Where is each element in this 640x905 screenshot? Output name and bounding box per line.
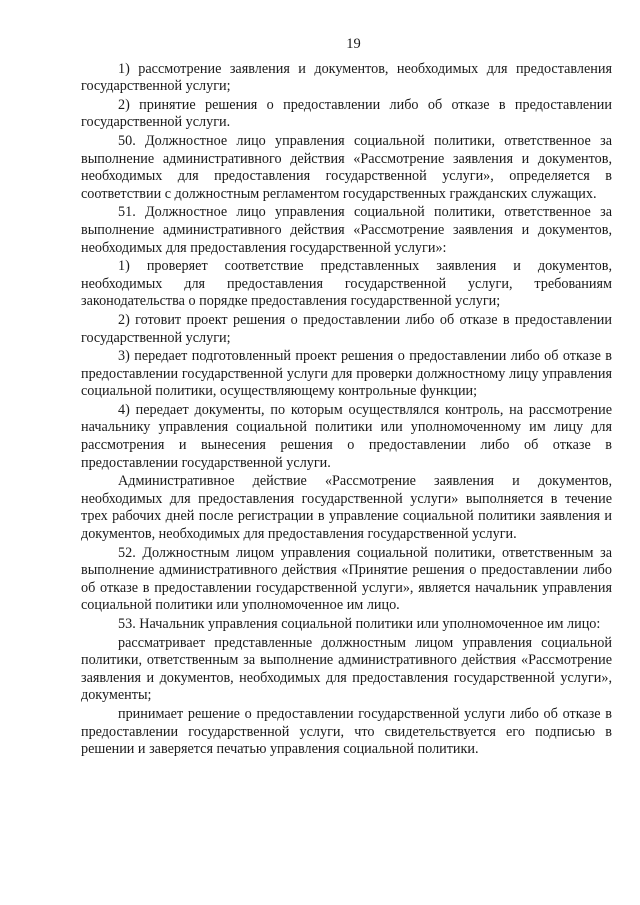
paragraph-51-item-3: 3) передает подготовленный проект решения о предоставлении либо об отказе в предоставлении государственной услуги для проверки должностному лицу управления социальной политики, осуществляющему контрольные функции; (81, 348, 612, 400)
paragraph-clause-52: 52. Должностным лицом управления социальной политики, ответственным за выполнение административного действия «Принятие решения о предоставлении либо об отказе в предоставлении государственной услуги», является начальник управления социальной политики или уполномоченное им лицо. (81, 544, 612, 614)
paragraph-action-duration: Административное действие «Рассмотрение заявления и документов, необходимых для предоставления государственной услуги» выполняется в течение трех рабочих дней после регистрации в управление социальной политики заявления и документов, необходимых для предоставления государственной услуги. (81, 473, 612, 543)
paragraph-53-decides: принимает решение о предоставлении государственной услуги либо об отказе в предоставлении государственной услуги, что свидетельствуется его подписью в решении и заверяется печатью управления социальной политики. (81, 705, 612, 758)
paragraph-clause-50: 50. Должностное лицо управления социальной политики, ответственное за выполнение административного действия «Рассмотрение заявления и документов, необходимых для предоставления государственной услуги», определяется в соответствии с должностным регламентом государственных гражданских служащих. (81, 132, 612, 202)
paragraph-51-item-4: 4) передает документы, по которым осуществлялся контроль, на рассмотрение начальнику управления социальной политики или уполномоченному им лицу для рассмотрения и вынесения решения о предоставлении либо об отказе в предоставлении государственной услуги. (81, 401, 612, 471)
paragraph-51-item-1: 1) проверяет соответствие представленных заявления и документов, необходимых для предоставления государственной услуги, требованиям законодательства о порядке предоставления государственной услуги; (81, 258, 612, 310)
paragraph-item-2: 2) принятие решения о предоставлении либо об отказе в предоставлении государственной услуги. (81, 96, 612, 131)
paragraph-clause-53: 53. Начальник управления социальной политики или уполномоченное им лицо: (118, 616, 601, 632)
paragraph-item-1: 1) рассмотрение заявления и документов, необходимых для предоставления государственной услуги; (81, 60, 612, 95)
paragraph-53-reviews: рассматривает представленные должностным лицом управления социальной политики, ответственным за выполнение административного действия «Рассмотрение заявления и документов, необходимых для предоставления государственной услуги», документы; (81, 634, 612, 704)
paragraph-51-item-2: 2) готовит проект решения о предоставлении либо об отказе в предоставлении государственной услуги; (81, 311, 612, 346)
paragraph-clause-51: 51. Должностное лицо управления социальной политики, ответственное за выполнение административного действия «Рассмотрение заявления и документов, необходимых для предоставления государственной услуги»: (81, 204, 612, 256)
page-number: 19 (346, 36, 361, 52)
